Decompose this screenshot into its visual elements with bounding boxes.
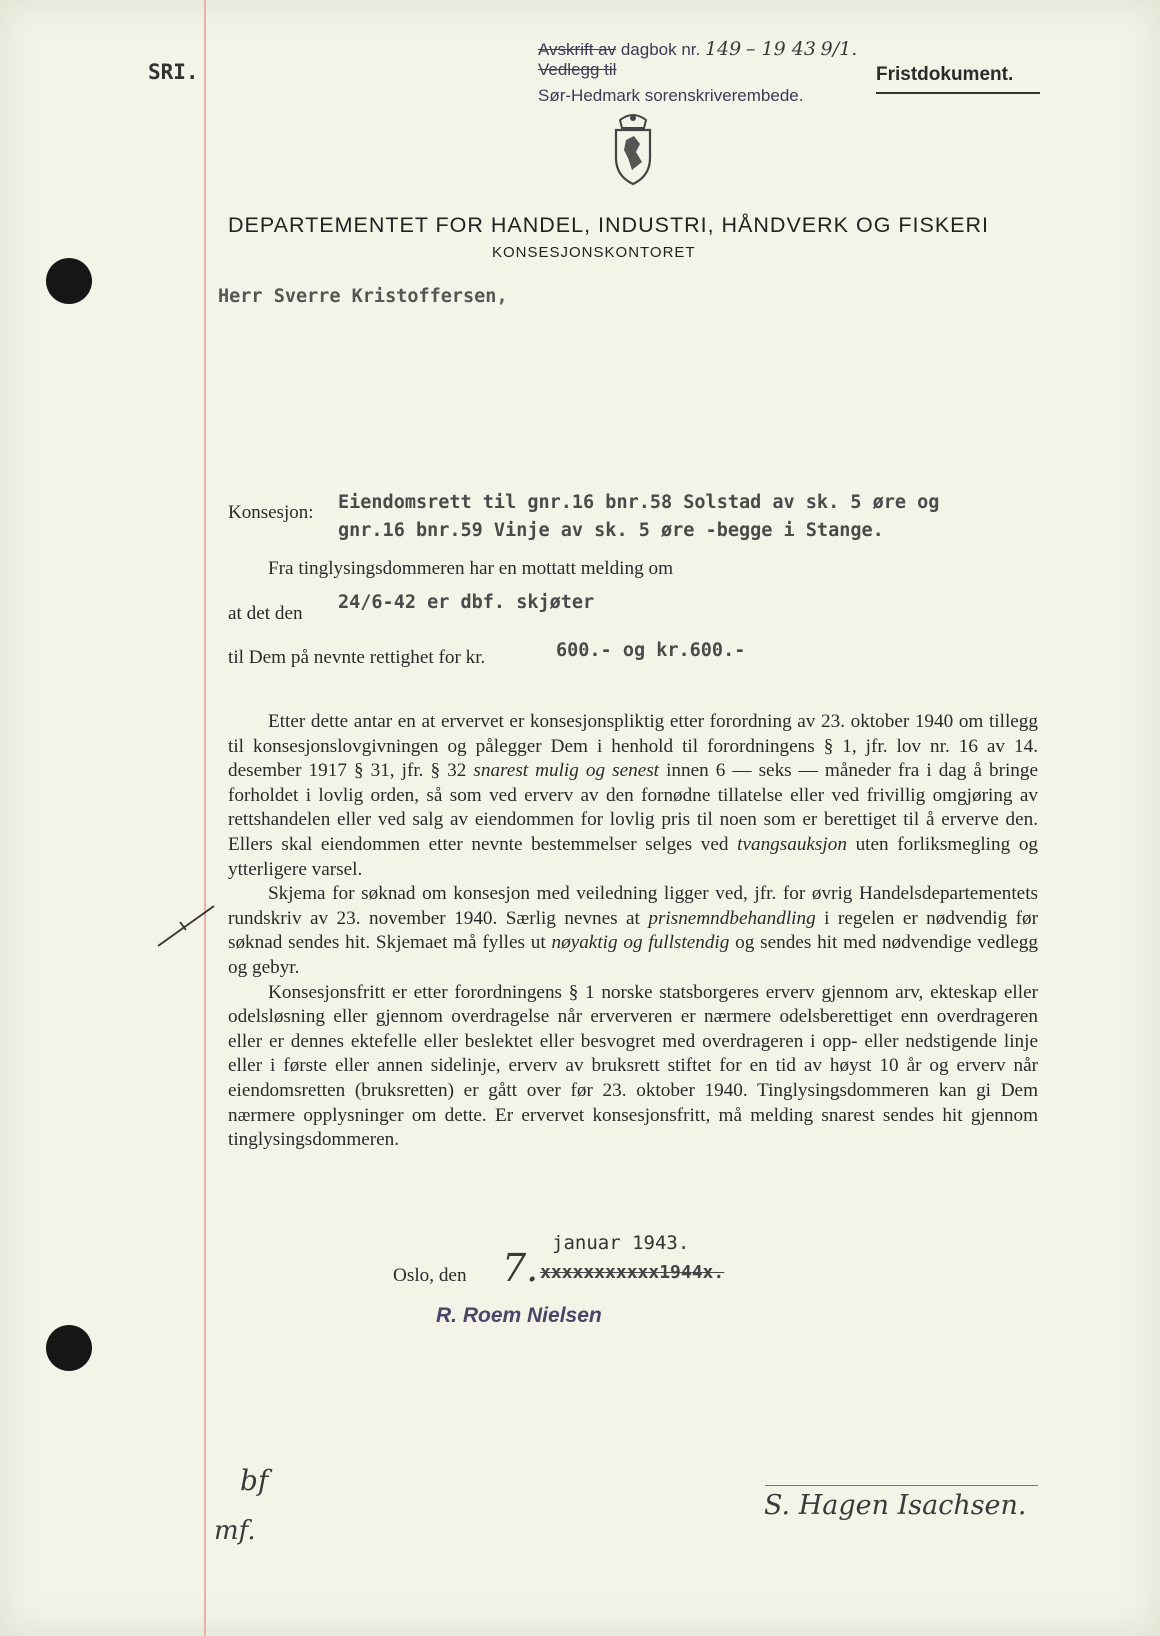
margin-checkmark-icon: [156, 900, 218, 950]
date-month-year: januar 1943.: [552, 1232, 690, 1254]
department-name: DEPARTEMENTET FOR HANDEL, INDUSTRI, HÅNDVERK OG FISKERI: [228, 213, 990, 237]
form-line2-label: at det den: [228, 603, 303, 624]
handwritten-signature: S. Hagen Isachsen.: [764, 1490, 1027, 1521]
form-line3-value: 600.- og kr.600.-: [556, 640, 746, 661]
form-line2-value: 24/6-42 er dbf. skjøter: [338, 592, 595, 613]
recipient-name: Herr Sverre Kristoffersen,: [218, 286, 508, 307]
dagbok-number: 149: [704, 38, 742, 60]
konsesjon-line2: gnr.16 bnr.59 Vinje av sk. 5 øre -begge i Stange.: [338, 520, 884, 541]
struck-prefix: Avskrift av: [538, 40, 617, 59]
dagbok-year: – 19 43: [745, 38, 816, 60]
fristdokument-underline: [876, 92, 1040, 94]
dagbok-label: dagbok nr.: [620, 40, 701, 59]
dateline-place: Oslo, den: [393, 1265, 467, 1286]
dagbok-date: 9/1.: [820, 38, 858, 60]
punch-hole-bottom: [46, 1325, 92, 1371]
handwritten-initials-1: bf: [240, 1464, 269, 1497]
department-office: KONSESJONSKONTORET: [492, 244, 696, 261]
signature-stamp: R. Roem Nielsen: [436, 1304, 602, 1327]
registry-stamp-line3: Sør-Hedmark sorenskriverembede.: [538, 86, 804, 105]
signature-line: [765, 1485, 1038, 1486]
margin-rule: [204, 0, 206, 1636]
konsesjon-label: Konsesjon:: [228, 502, 314, 523]
dateline-struck-placeholder: xxxxxxxxxxx1944x.: [540, 1262, 725, 1283]
form-line3-label: til Dem på nevnte rettighet for kr.: [228, 647, 486, 668]
fristdokument-label: Fristdokument.: [876, 64, 1014, 85]
registry-stamp-line1: [538, 38, 857, 60]
corner-code: SRI.: [148, 60, 199, 84]
punch-hole-top: [46, 258, 92, 304]
paragraph-2: Skjema for søknad om konsesjon med veiledning ligger ved, jfr. for øvrig Handelsdepartementets rundskriv av 23. november 1940. Særlig nevnes at prisnemndbehandling i regelen er nødvendig før søknad sendes hit. Skjemaet må fylles ut nøyaktig og fullstendig og sendes hit med nødvendige vedlegg og gebyr.: [228, 883, 1039, 978]
dateline-day: 7.: [502, 1246, 539, 1290]
registry-stamp-line2: Vedlegg til: [538, 60, 617, 79]
body-text: [228, 710, 1038, 1153]
handwritten-initials-2: mf.: [214, 1516, 256, 1546]
coat-of-arms-icon: [608, 110, 658, 188]
paragraph-1: Etter dette antar en at ervervet er konsesjonspliktig etter forordning av 23. oktober 1940 om tillegg til konsesjonslovgivningen og pålegger Dem i henhold til forordningens § 1, jfr. lov nr. 16 av 14. desember 1917 § 31, jfr. § 32 snarest mulig og senest innen 6 — seks — måneder fra i dag å bringe forholdet i lovlig orden, så som ved erverv av den fornødne tillatelse eller ved frivillig omgjøring av rettshandelen eller ved salg av eiendommen for lovlig pris til noen som er berettiget til å erverve den. Ellers skal eiendommen etter nevnte bestemmelser selges ved tvangsauksjon uten forliksmegling og ytterligere varsel.: [228, 711, 1039, 880]
form-line1: Fra tinglysingsdommeren har en mottatt melding om: [268, 558, 674, 579]
paragraph-3: Konsesjonsfritt er etter forordningens § 1 norske statsborgeres erverv gjennom arv, ekteskap eller odelsløsning eller gjennom overdragelse når erververen er nærmere odelsberettiget enn overdrageren eller er dennes ektefelle eller beslektet eller besvogret med overdrageren i opp- eller nedstigende linje eller i første eller annen sidelinje, erverv av bruksrett stiftet for en tid av høyst 10 år og erverv når eiendomsretten (bruksretten) er gått over før 23. oktober 1940. Tinglysingsdommeren kan gi Dem nærmere opplysninger om dette. Er ervervet konsesjonsfritt, må melding snarest sendes hit gjennom tinglysingsdommeren.: [228, 981, 1038, 1151]
konsesjon-line1: Eiendomsrett til gnr.16 bnr.58 Solstad av sk. 5 øre og: [338, 492, 940, 513]
